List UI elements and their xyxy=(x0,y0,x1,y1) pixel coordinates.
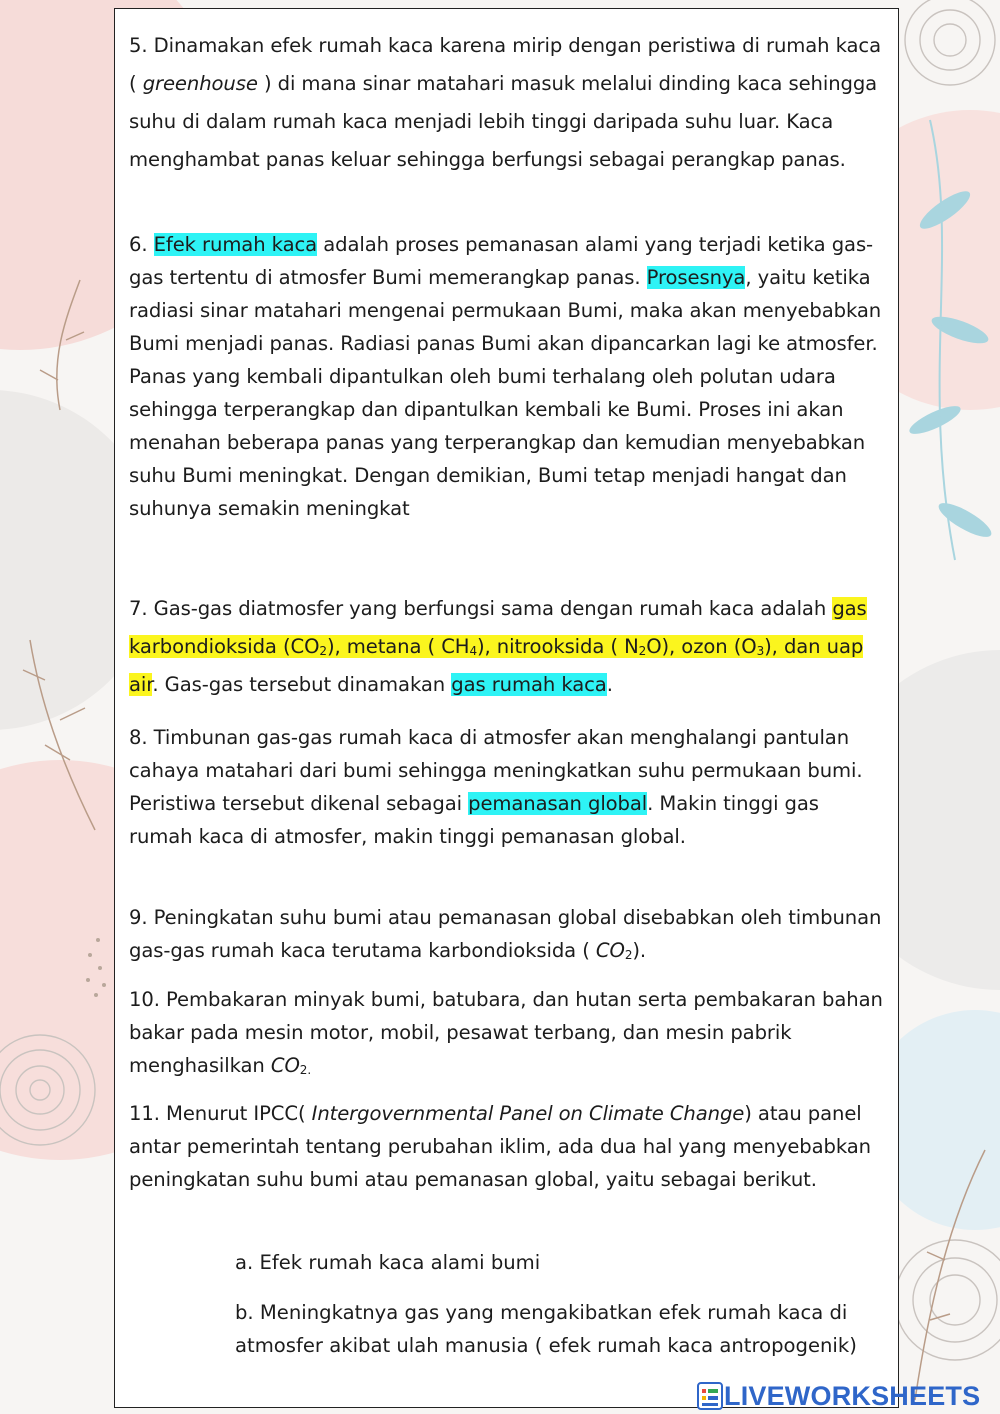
paragraph-text: ) atau panel antar pemerintah tentang perubahan iklim, ada dua hal yang menyebabkan peningkatan suhu bumi atau pemanasan global, yaitu sebagai berikut. xyxy=(129,1102,871,1191)
gas-text: ), dan uap air xyxy=(129,635,864,696)
italic-term: greenhouse xyxy=(142,72,258,95)
subscript: 2 xyxy=(638,644,647,658)
highlight-term: Prosesnya xyxy=(646,266,746,289)
paragraph-text: . Gas-gas tersebut dinamakan xyxy=(152,673,446,696)
paragraph-text: adalah proses pemanasan alami yang terjadi ketika gas-gas tertentu di atmosfer Bumi memerangkap panas. xyxy=(129,233,874,289)
liveworksheets-logo[interactable] xyxy=(696,1378,980,1414)
gas-text: ), nitrooksida ( N xyxy=(476,635,639,658)
subscript: 2. xyxy=(299,1063,312,1077)
italic-term: CO xyxy=(595,939,625,962)
paragraph-6 xyxy=(129,228,884,525)
paragraph-text: . Makin tinggi gas rumah kaca di atmosfer, makin tinggi pemanasan global. xyxy=(129,792,819,848)
italic-term: CO xyxy=(270,1054,300,1077)
paragraph-text: Peningkatan suhu bumi atau pemanasan global disebabkan oleh timbunan gas-gas rumah kaca terutama karbondioksida ( xyxy=(129,906,882,962)
worksheet-page xyxy=(114,8,899,1408)
highlight-term: Efek rumah kaca xyxy=(153,233,318,256)
paragraph-text: ) di mana sinar matahari masuk melalui dinding kaca sehingga suhu di dalam rumah kaca menjadi lebih tinggi daripada suhu luar. Kaca menghambat panas keluar sehingga berfungsi sebagai perangkap panas. xyxy=(129,72,878,171)
list-item: b. Meningkatnya gas yang mengakibatkan efek rumah kaca di atmosfer akibat ulah manusia ( efek rumah kaca antropogenik) xyxy=(235,1301,857,1357)
gas-text: gas karbondioksida (CO xyxy=(129,597,867,658)
subscript: 4 xyxy=(469,644,477,658)
paragraph-text: Pembakaran minyak bumi, batubara, dan hutan serta pembakaran bahan bakar pada mesin motor, mobil, pesawat terbang, dan mesin pabrik menghasilkan xyxy=(129,988,883,1077)
paragraph-8 xyxy=(129,721,884,853)
gas-text: O), ozon (O xyxy=(646,635,757,658)
paragraph-number: 7. xyxy=(129,597,148,620)
subscript: 3 xyxy=(756,644,765,658)
brand-name: LIVEWORKSHEETS xyxy=(724,1380,981,1411)
gas-text: ), metana ( CH xyxy=(326,635,470,658)
subscript: 2 xyxy=(624,948,633,962)
paragraph-text: Dinamakan efek rumah kaca karena mirip dengan peristiwa di rumah kaca ( xyxy=(129,34,881,95)
paragraph-10 xyxy=(129,983,884,1082)
list-item: a. Efek rumah kaca alami bumi xyxy=(235,1251,541,1274)
highlight-term: gas rumah kaca xyxy=(451,673,607,696)
paragraph-text: Menurut IPCC( xyxy=(166,1102,306,1125)
paragraph-11 xyxy=(129,1097,884,1196)
paragraph-number: 8. xyxy=(129,726,148,749)
paragraph-number: 10. xyxy=(129,988,160,1011)
paragraph-number: 6. xyxy=(129,233,148,256)
paragraph-7 xyxy=(129,590,884,704)
logo-icon xyxy=(696,1381,724,1411)
paragraph-number: 11. xyxy=(129,1102,160,1125)
subscript: 2 xyxy=(319,644,327,658)
paragraph-9 xyxy=(129,901,884,967)
paragraph-text: , yaitu ketika radiasi sinar matahari mengenai permukaan Bumi, maka akan menyebabkan Bumi menjadi panas. Radiasi panas Bumi akan dipancarkan lagi ke atmosfer. Panas yang kembali dipantulkan oleh bumi terhalang oleh polutan udara sehingga terperangkap dan dipantulkan kembali ke Bumi. Proses ini akan menahan beberapa panas yang terperangkap dan kemudian menyebabkan suhu Bumi meningkat. Dengan demikian, Bumi tetap menjadi hangat dan suhunya semakin meningkat xyxy=(129,266,882,520)
highlight-term: pemanasan global xyxy=(468,792,648,815)
italic-term: Intergovernmental Panel on Climate Change xyxy=(311,1102,745,1125)
paragraph-text: ). xyxy=(632,939,647,962)
paragraph-5 xyxy=(129,27,884,179)
paragraph-text: . xyxy=(606,673,613,696)
paragraph-text: Gas-gas diatmosfer yang berfungsi sama dengan rumah kaca adalah xyxy=(153,597,827,620)
paragraph-number: 9. xyxy=(129,906,148,929)
paragraph-number: 5. xyxy=(129,34,148,57)
paragraph-text: Timbunan gas-gas rumah kaca di atmosfer akan menghalangi pantulan cahaya matahari dari bumi sehingga meningkatkan suhu permukaan bumi. Peristiwa tersebut dikenal sebagai xyxy=(129,726,863,815)
